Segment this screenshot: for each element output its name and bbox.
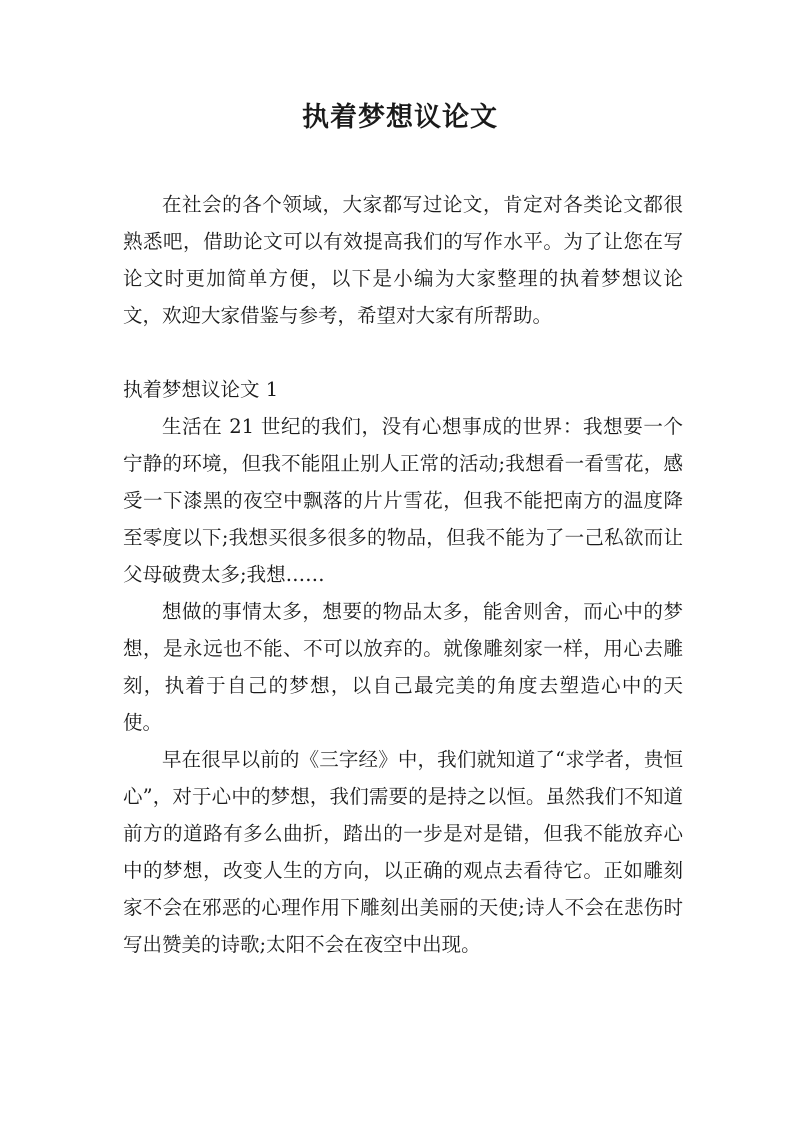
body-paragraph-1: 生活在 21 世纪的我们，没有心想事成的世界：我想要一个宁静的环境，但我不能阻止别人正常的活动;我想看一看雪花，感受一下漆黑的夜空中飘落的片片雪花，但我不能把南方的温度降至零度以下;我想买很多很多的物品，但我不能为了一己私欲而让父母破费太多;我想…… (123, 415, 683, 586)
body-paragraph-3: 早在很早以前的《三字经》中，我们就知道了“求学者，贵恒心”，对于心中的梦想，我们需要的是持之以恒。虽然我们不知道前方的道路有多么曲折，踏出的一步是对是错，但我不能放弃心中的梦想，改变人生的方向，以正确的观点去看待它。正如雕刻家不会在邪恶的心理作用下雕刻出美丽的天使;诗人不会在悲伤时写出赞美的诗歌;太阳不会在夜空中出现。 (123, 748, 683, 956)
intro-paragraph: 在社会的各个领域，大家都写过论文，肯定对各类论文都很熟悉吧，借助论文可以有效提高我们的写作水平。为了让您在写论文时更加简单方便，以下是小编为大家整理的执着梦想议论文，欢迎大家借鉴与参考，希望对大家有所帮助。 (123, 193, 683, 327)
document-title: 执着梦想议论文 (302, 102, 498, 133)
section-heading: 执着梦想议论文 1 (123, 378, 279, 401)
body-paragraph-2: 想做的事情太多，想要的物品太多，能舍则舍，而心中的梦想，是永远也不能、不可以放弃的。就像雕刻家一样，用心去雕刻，执着于自己的梦想，以自己最完美的角度去塑造心中的天使。 (123, 600, 683, 734)
document-body (123, 186, 683, 963)
